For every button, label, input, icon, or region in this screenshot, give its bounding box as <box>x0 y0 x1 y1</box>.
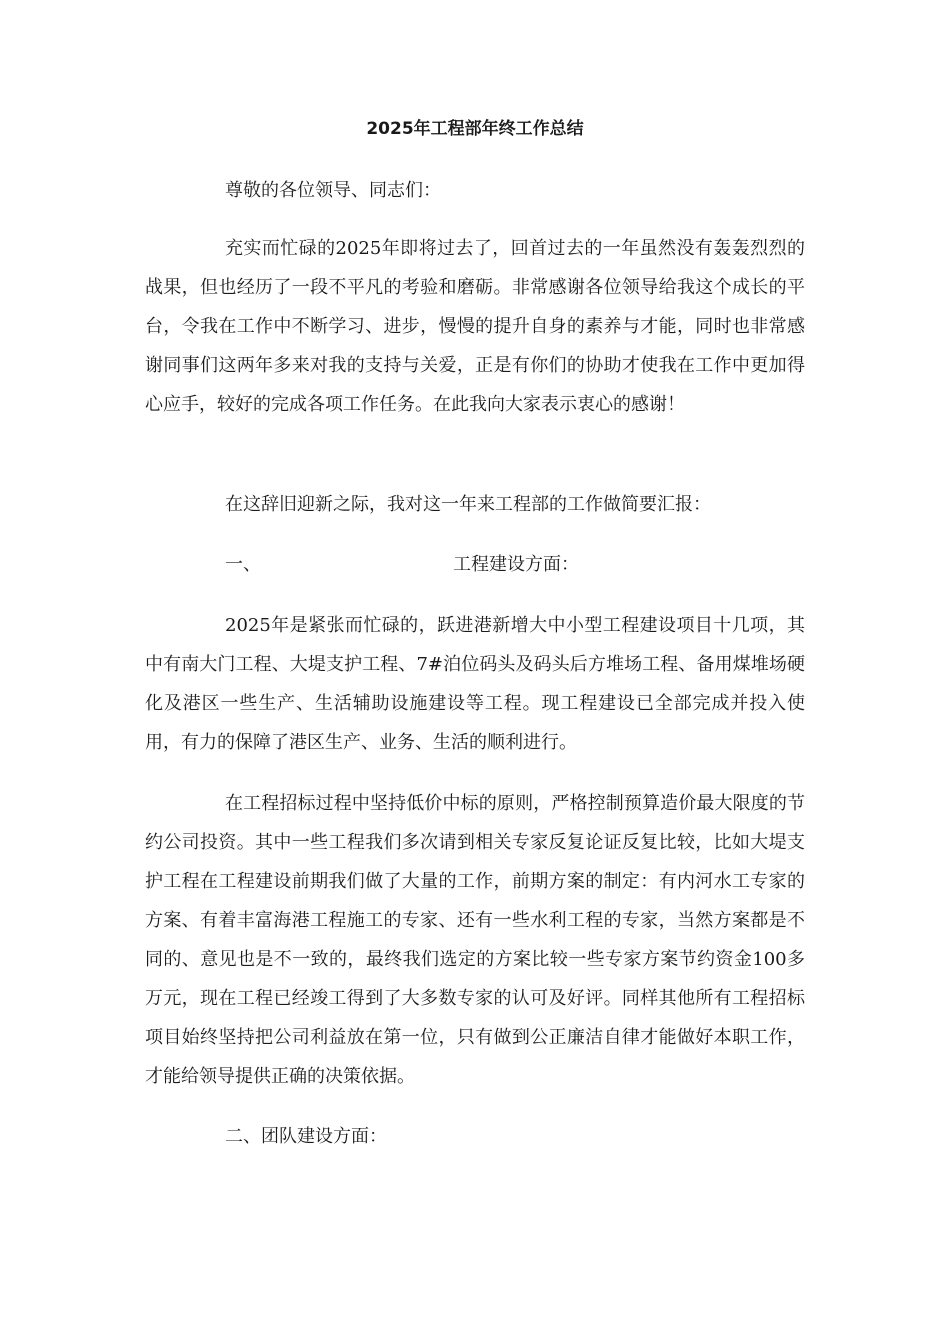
salutation: 尊敬的各位领导、同志们： <box>225 180 441 201</box>
section-1-heading <box>225 545 579 584</box>
document-title: 2025年工程部年终工作总结 <box>366 119 584 139</box>
section-1-number: 一、 <box>225 554 261 575</box>
intro-paragraph: 充实而忙碌的2025年即将过去了，回首过去的一年虽然没有轰轰烈烈的战果，但也经历了一段不平凡的考验和磨砺。非常感谢各位领导给我这个成长的平台，令我在工作中不断学习、进步，慢慢的提升自身的素养与才能，同时也非常感谢同事们这两年多来对我的支持与关爱，正是有你们的协助才使我在工作中更加得心应手，较好的完成各项工作任务。在此我向大家表示衷心的感谢！ <box>145 238 805 415</box>
section-1-paragraph-1: 2025年是紧张而忙碌的，跃进港新增大中小型工程建设项目十几项，其中有南大门工程、大堤支护工程、7#泊位码头及码头后方堆场工程、备用煤堆场硬化及港区一些生产、生活辅助设施建设等工程。现工程建设已全部完成并投入使用，有力的保障了港区生产、业务、生活的顺利进行。 <box>145 615 805 753</box>
section-2-heading: 二、团队建设方面： <box>225 1126 387 1147</box>
report-intro: 在这辞旧迎新之际，我对这一年来工程部的工作做简要汇报： <box>225 494 711 515</box>
section-1-paragraph-2: 在工程招标过程中坚持低价中标的原则，严格控制预算造价最大限度的节约公司投资。其中一些工程我们多次请到相关专家反复论证反复比较，比如大堤支护工程在工程建设前期我们做了大量的工作，前期方案的制定：有内河水工专家的方案、有着丰富海港工程施工的专家、还有一些水利工程的专家，当然方案都是不同的、意见也是不一致的，最终我们选定的方案比较一些专家方案节约资金100多万元，现在工程已经竣工得到了大多数专家的认可及好评。同样其他所有工程招标项目始终坚持把公司利益放在第一位，只有做到公正廉洁自律才能做好本职工作，才能给领导提供正确的决策依据。 <box>145 793 805 1087</box>
section-1-title: 工程建设方面： <box>453 554 579 575</box>
